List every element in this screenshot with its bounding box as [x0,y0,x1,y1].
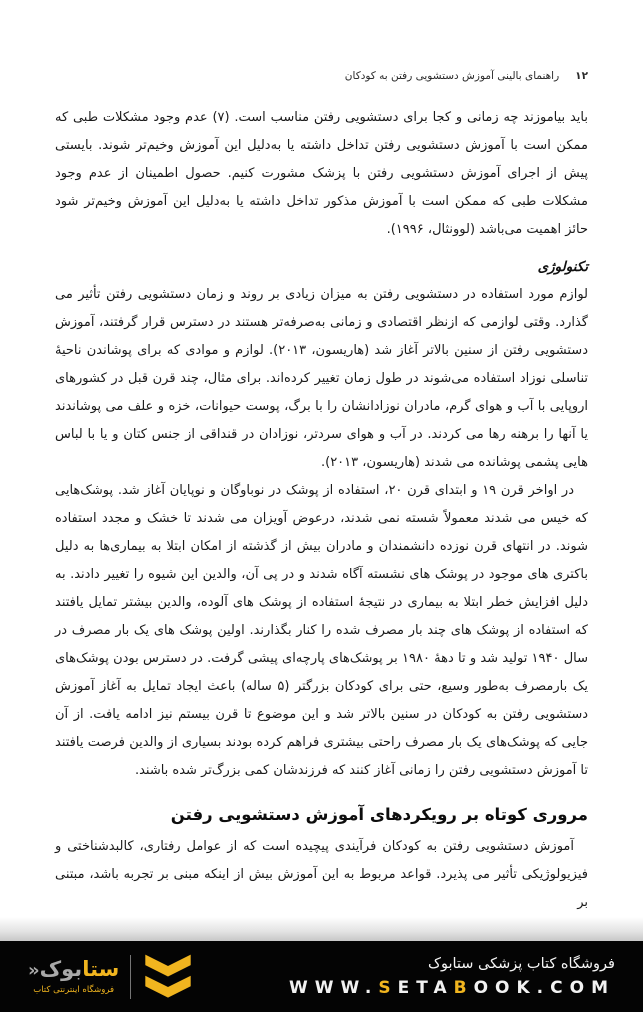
double-chevron-down-icon [142,953,194,1000]
footer-text-block [289,956,615,998]
url-seg-www: WWW. [289,977,379,998]
logo-wordmark-block [28,958,119,995]
logo-separator [130,955,131,999]
logo-guillemet: « [28,960,40,981]
logo-wordmark [28,958,119,982]
page-bottom-fade [0,917,643,941]
page-number: ۱۲ [575,70,588,82]
url-seg-ookcom: OOK.COM [473,977,615,998]
logo-wordmark-accent: ستا [82,957,120,981]
url-seg-eta: ETA [397,977,454,998]
running-title: راهنمای بالینی آموزش دستشویی رفتن به کودکان [344,70,560,82]
heading-technology: تکنولوژی [537,259,588,275]
publisher-footer-bar [0,941,643,1012]
running-header [55,70,588,82]
url-seg-b: B [453,977,474,998]
setabook-logo [28,953,194,1000]
store-name: فروشگاه کتاب پزشکی ستابوک [427,955,615,972]
logo-wordmark-rest: بوک [39,957,83,981]
logo-subtitle: فروشگاه اینترنتی کتاب [33,985,115,995]
url-seg-s: S [378,977,398,998]
heading-approaches-review: مروری کوتاه بر رویکردهای آموزش دستشویی رفتن [170,805,588,824]
paragraph-diaper-history: در اواخر قرن ۱۹ و ابتدای قرن ۲۰، استفاده از پوشک در نوباوگان و نوپایان آغاز شد. پوشک‌هایی که خیس می شدند معمولاً شسته نمی شدند، درعوض آویزان می شدند تا خشک و مجدد استفاده شوند. در انتهای قرن نوزده دانشمندان و مادران بیش از گذشته از امکان ابتلا به بیماری‌ها به دلیل باکتری های موجود در پوشک های نشسته آگاه شدند و در پی آن، والدین این شیوه را تغییر دادند. به دلیل افزایش خطر ابتلا به بیماری در نتیجهٔ استفاده از پوشک های آلوده، والدین بیشتر تمایل یافتند که استفاده از پوشک های چند بار مصرف شده را کنار بگذارند. اولین پوشک های یک بار مصرف در سال ۱۹۴۰ تولید شد و تا دههٔ ۱۹۸۰ بر پوشک‌های پارچه‌ای پیشی گرفت. در دسترس بودن پوشک‌های یک بارمصرف به‌طور وسیع، حتی برای کودکان بزرگتر (۵ ساله) باعث ایجاد تمایل به آغاز آموزش دستشویی رفتن به کودکان در سنین بالاتر شد و این موضوع تا قرن بیستم نیز ادامه یافت. از آن جایی که پوشک‌های یک بار مصرف راحتی بیشتری فراهم کرده بودند بسیاری از والدین فرصت یافتند تا آموزش دستشویی رفتن را زمانی آغاز کنند که فرزندشان کمی بزرگ‌تر شده باشند. [55,483,589,778]
paragraph-technology-history: لوازم مورد استفاده در دستشویی رفتن به میزان زیادی بر روند و زمان دستشویی رفتن تأثیر می گذارد. وقتی لوازمی که ازنظر اقتصادی و زمانی به‌صرفه‌تر هستند در دسترس قرار گرفتند، آموزش دستشویی رفتن از سنین بالاتر آغاز شد (هاریسون، ۲۰۱۳). لوازم و موادی که برای پوشاندن ناحیهٔ تناسلی نوزاد استفاده می‌شوند در طول زمان تغییر کرده‌اند. برای مثال، چند قرن قبل در کشورهای اروپایی با آب و هوای گرم، مادران نوزادانشان را با برگ، پوست حیوانات، خزه و علف می پوشاندند یا آنها را برهنه رها می کردند. در آب و هوای سردتر، نوزادان در قنداقی از جنس کتان و یا با لباس هایی پشمی پوشانده می شدند (هاریسون، ۲۰۱۳). [55,287,588,470]
paragraph-medical-caution: باید بیاموزند چه زمانی و کجا برای دستشویی رفتن مناسب است. (۷) عدم وجود مشکلات طبی که ممکن است با آموزش دستشویی رفتن تداخل داشته یا به‌دلیل این آموزش وخیم‌تر شوند. بایستی پیش از اجرای آموزش دستشویی رفتن با پزشک مشورت کنیم. حصول اطمینان از عدم وجود مشکلات طبی که ممکن است با آموزش مذکور تداخل داشته یا به‌دلیل این آموزش وخیم‌تر شود حائز اهمیت می‌باشد (لوونثال، ۱۹۹۶). [55,110,588,237]
website-url [289,978,615,998]
paragraph-approaches-intro: آموزش دستشویی رفتن به کودکان فرآیندی پیچیده است که از عوامل رفتاری، کالبدشناختی و فیزیولوژیکی تأثیر می پذیرد. قواعد مربوط به این آموزش بیش از اینکه مبنی بر تجربه باشد، مبتنی بر [55,839,588,910]
